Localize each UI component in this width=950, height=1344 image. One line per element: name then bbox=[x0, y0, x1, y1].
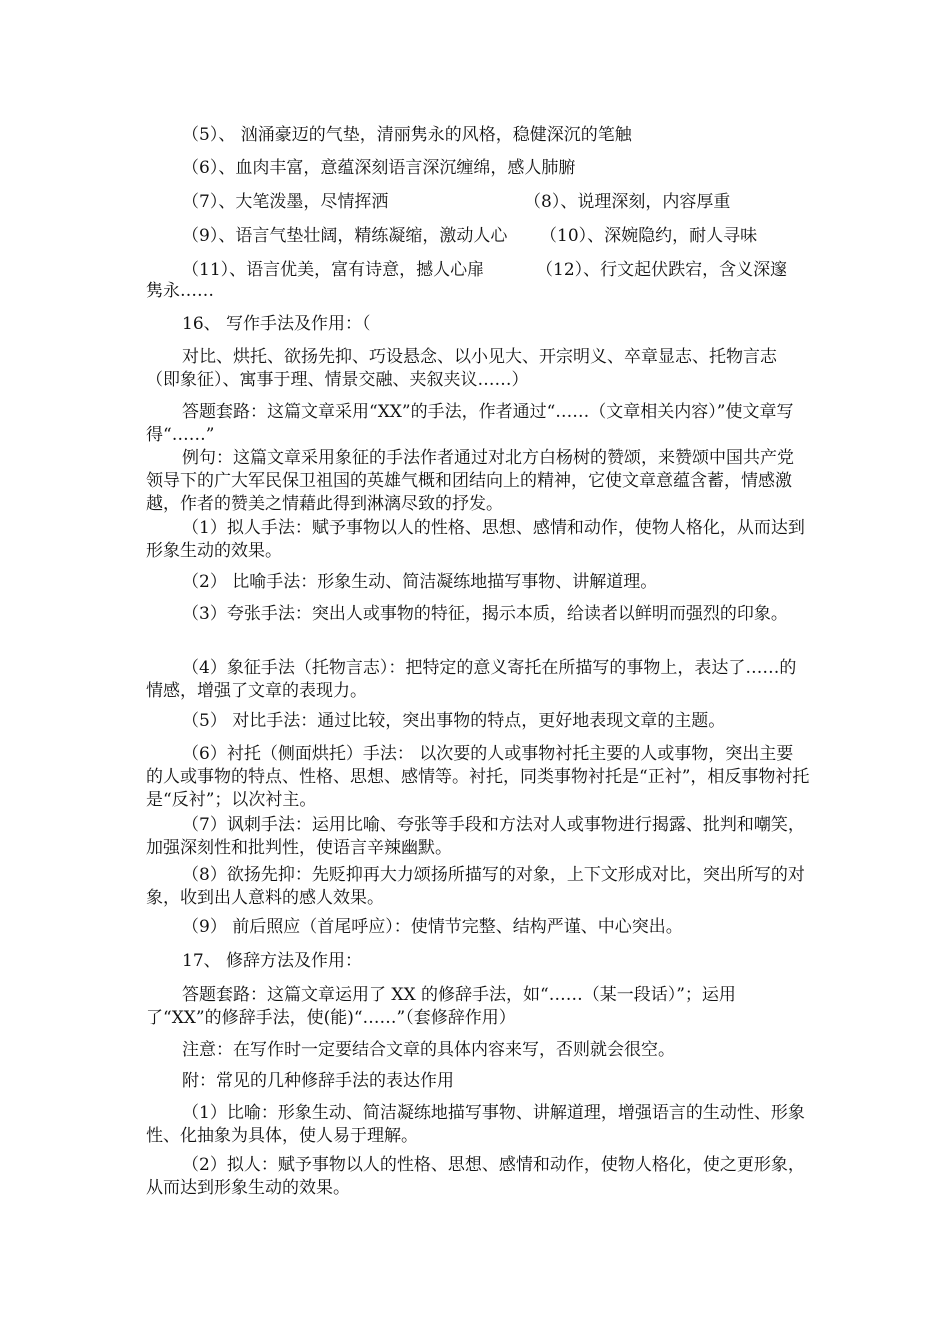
appendix-heading: 附：常见的几种修辞手法的表达作用 bbox=[182, 1071, 454, 1091]
style-item-12: （12）、行文起伏跌宕，含义深邃 bbox=[536, 260, 788, 280]
technique-7: （7）讽刺手法：运用比喻、夸张等手段和方法对人或事物进行揭露、批判和嘲笑，加强深刻性和批判性，使语言辛辣幽默。 bbox=[146, 815, 805, 858]
style-item-12-cont: 隽永…… bbox=[146, 281, 214, 301]
technique-4: （4）象征手法（托物言志）：把特定的意义寄托在所描写的事物上，表达了……的情感，增强了文章的表现力。 bbox=[146, 658, 797, 701]
style-item-11: （11）、语言优美，富有诗意，撼人心扉 bbox=[182, 260, 485, 280]
technique-9: （9） 前后照应（首尾呼应）：使情节完整、结构严谨、中心突出。 bbox=[182, 917, 683, 937]
answer-formula: 答题套路：这篇文章采用“XX”的手法，作者通过“……（文章相关内容）”使文章写得“……” bbox=[146, 402, 794, 445]
style-item-10: （10）、深婉隐约，耐人寻味 bbox=[540, 226, 758, 246]
rhetoric-formula: 答题套路：这篇文章运用了 XX 的修辞手法，如“……（某一段话）”；运用了“XX”的修辞手法，使(能)“……”（套修辞作用） bbox=[146, 985, 736, 1028]
technique-3: （3）夸张手法：突出人或事物的特征，揭示本质，给读者以鲜明而强烈的印象。 bbox=[182, 604, 788, 624]
style-item-6: （6）、血肉丰富，意蕴深刻语言深沉缠绵，感人肺腑 bbox=[182, 158, 576, 178]
technique-8: （8）欲扬先抑：先贬抑再大力颂扬所描写的对象，上下文形成对比，突出所写的对象，收到出人意料的感人效果。 bbox=[146, 865, 805, 908]
technique-6: （6）衬托（侧面烘托）手法： 以次要的人或事物衬托主要的人或事物，突出主要的人或事物的特点、性格、思想、感情等。衬托，同类事物衬托是“正衬”，相反事物衬托是“反衬”；以次衬主。 bbox=[146, 744, 810, 810]
techniques-list: 对比、烘托、欲扬先抑、巧设悬念、以小见大、开宗明义、卒章显志、托物言志（即象征）、寓事于理、情景交融、夹叙夹议……） bbox=[146, 347, 777, 390]
style-item-5: （5）、 汹涌豪迈的气垫，清丽隽永的风格，稳健深沉的笔触 bbox=[182, 125, 632, 145]
example-paragraph: 例句：这篇文章采用象征的手法作者通过对北方白杨树的赞颂，来赞颂中国共产党领导下的广大军民保卫祖国的英雄气概和团结向上的精神，它使文章意蕴含蓄，情感激越，作者的赞美之情藉此得到淋漓尽致的抒发。 bbox=[146, 448, 794, 514]
rhetoric-1: （1）比喻：形象生动、简洁凝练地描写事物、讲解道理，增强语言的生动性、形象性、化抽象为具体，使人易于理解。 bbox=[146, 1103, 805, 1146]
style-item-8: （8）、说理深刻，内容厚重 bbox=[524, 192, 731, 212]
style-item-7: （7）、大笔泼墨，尽情挥洒 bbox=[182, 192, 389, 212]
technique-1: （1）拟人手法：赋予事物以人的性格、思想、感情和动作，使物人格化，从而达到形象生动的效果。 bbox=[146, 518, 805, 561]
rhetoric-2: （2）拟人：赋予事物以人的性格、思想、感情和动作，使物人格化，使之更形象，从而达到形象生动的效果。 bbox=[146, 1155, 805, 1198]
style-item-9: （9）、语言气垫壮阔，精练凝缩，激动人心 bbox=[182, 226, 508, 246]
section-16-heading: 16、 写作手法及作用：（ bbox=[182, 314, 371, 334]
section-17-heading: 17、 修辞方法及作用： bbox=[182, 951, 363, 971]
technique-5: （5） 对比手法：通过比较，突出事物的特点，更好地表现文章的主题。 bbox=[182, 711, 726, 731]
technique-2: （2） 比喻手法：形象生动、简洁凝练地描写事物、讲解道理。 bbox=[182, 572, 658, 592]
note-paragraph: 注意：在写作时一定要结合文章的具体内容来写，否则就会很空。 bbox=[182, 1040, 675, 1060]
